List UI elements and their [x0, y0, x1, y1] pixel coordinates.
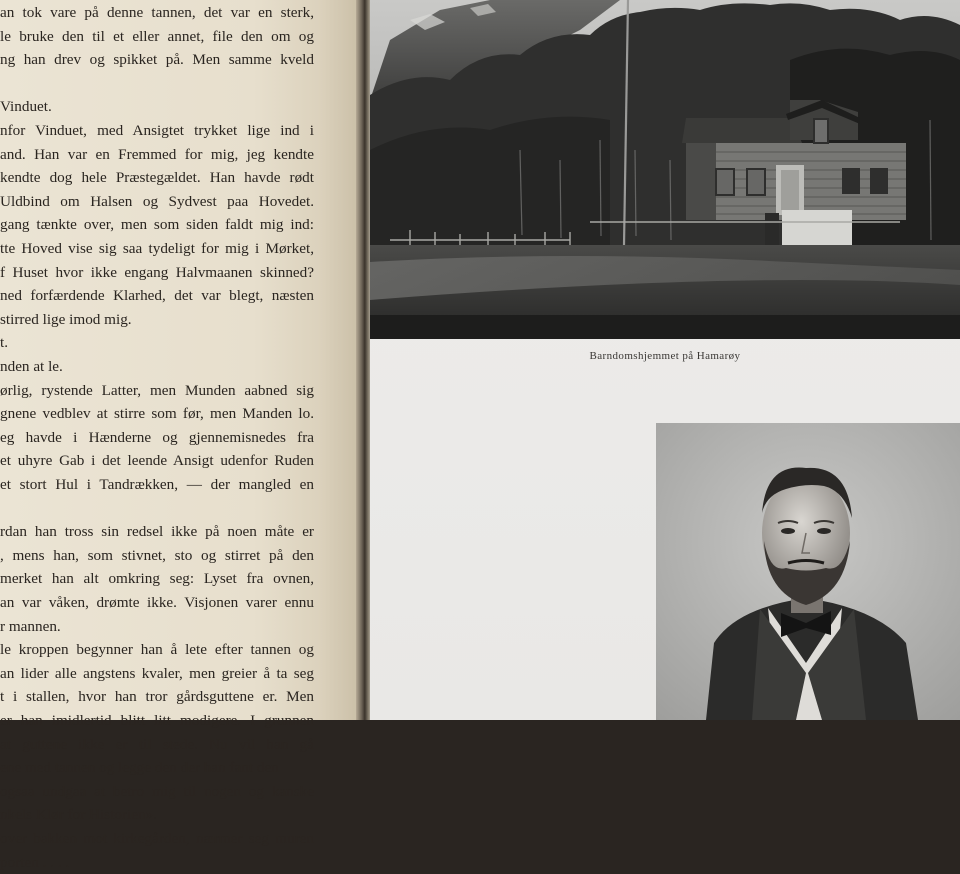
text-line: at guttene ikke er til stede. Nu vil han gå: [0, 735, 314, 753]
text-line: t i stallen, hvor han tror gårdsguttene er. Men: [0, 688, 314, 706]
text-line: ned forfærdende Klarhed, det var blegt, næsten: [0, 287, 314, 305]
right-page: [370, 0, 960, 720]
text-line: nfor Vinduet, med Ansigtet trykket lige ind i: [0, 122, 314, 139]
text-line: t.: [0, 334, 9, 352]
text-line: gnene vedblev at stirre som før, men Manden lo.: [0, 405, 314, 423]
text-line: er han imidlertid blitt litt modigere. I grunnen: [0, 712, 314, 729]
text-line: ene med tannen og legge den der han fant den: [0, 759, 279, 777]
portrait-photograph: [656, 423, 960, 720]
text-line: merket han alt omkring seg: Lyset fra ovnen,: [0, 570, 314, 588]
text-line: an tok vare på denne tannen, det var en sterk,: [0, 4, 314, 21]
text-line: [0, 498, 314, 520]
text-line: gang tænkte over, men som siden faldt mig ind:: [0, 216, 314, 234]
text-line: nkels Klør for Historien».: [0, 806, 157, 824]
text-line: and. Han var en Fremmed for mig, jeg kendte: [0, 145, 314, 163]
text-line: kendte dog hele Præstegældet. Han havde rødt: [0, 169, 314, 187]
text-line: Vinduet.: [0, 98, 52, 116]
text-line: ørlig, rystende Latter, men Munden aabned sig: [0, 381, 314, 399]
left-page: [0, 0, 362, 871]
text-line: et uhyre Gab i det leende Ansigt udenfor Ruden: [0, 452, 314, 470]
text-line: rdan han tross sin redsel ikke på noen måte er: [0, 523, 314, 541]
text-line: over bakken mot kirkegården, nærmer seg muren: [0, 830, 314, 847]
text-line: , mens han, som stivnet, sto og stirret på den: [0, 546, 314, 564]
text-line: eg havde i Hænderne og gjennemisnedes fra: [0, 428, 314, 446]
photo-caption: Barndomshjemmet på Hamarøy: [589, 350, 741, 362]
text-line: tte Hoved vise sig saa tydeligt for mig i Mørket,: [0, 240, 314, 257]
text-line: r mannen.: [0, 617, 61, 635]
text-line: nden at le.: [0, 358, 63, 375]
text-line: le kroppen begynner han å lete efter tannen og: [0, 641, 314, 659]
text-line: [0, 73, 314, 95]
text-line: Uldbind om Halsen og Sydvest paa Hovedet.: [0, 192, 314, 210]
text-line: et stort Hul i Tandrækken, — der mangled en: [0, 476, 314, 493]
text-line: porten . . . .: [0, 853, 70, 871]
text-line: an var våken, drømte ikke. Visjonen varer ennu: [0, 594, 314, 611]
text-line: ogsaa undgaa at betro mig til nogen og kanske: [0, 782, 314, 800]
text-line: an lider alle angstens kvaler, men greier å ta seg: [0, 664, 314, 682]
text-line: le bruke den til et eller annet, file den om og: [0, 27, 314, 45]
text-line: stirred lige imod mig.: [0, 310, 132, 328]
text-line: ng han drev og spikket på. Men samme kveld: [0, 51, 314, 69]
text-line: f Huset hvor ikke engang Halvmaanen skinned?: [0, 263, 314, 281]
house-photograph: [370, 0, 960, 339]
